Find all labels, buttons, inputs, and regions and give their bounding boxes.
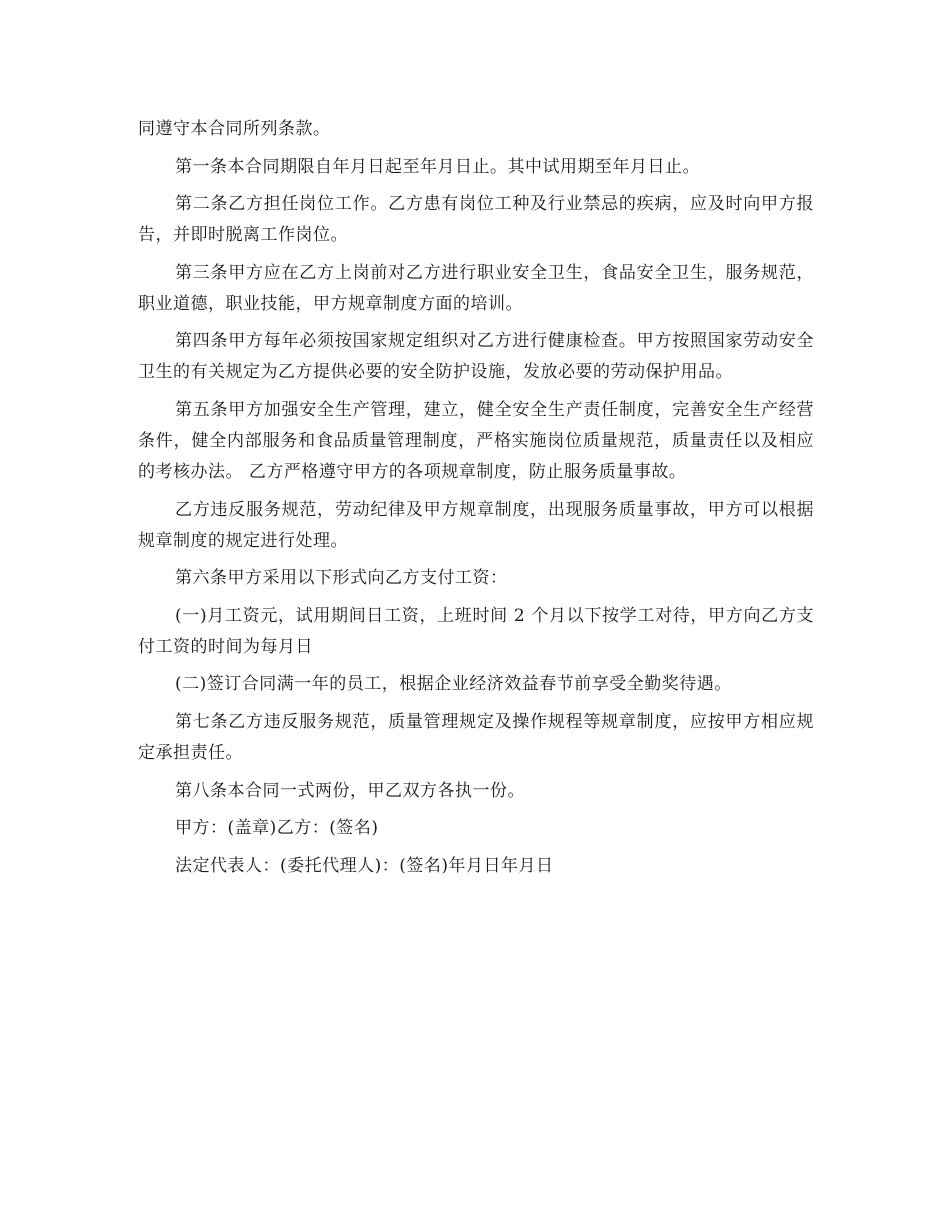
- document-body: [138, 114, 814, 888]
- article-6-wages: 第六条甲方采用以下形式向乙方支付工资：: [175, 568, 508, 589]
- article-5-safety-management: 第五条甲方加强安全生产管理，建立，健全安全生产责任制度，完善安全生产经营条件，健全内部服务和食品质量管理制度，严格实施岗位质量规范，质量责任以及相应的考核办法。 乙方严格遵守甲方的各项规章制度，防止服务质量事故。: [138, 399, 814, 482]
- wage-item-2: (二)签订合同满一年的员工，根据企业经济效益春节前享受全勤奖待遇。: [175, 674, 732, 695]
- article-7-liability: 第七条乙方违反服务规范，质量管理规定及操作规程等规章制度，应按甲方相应规定承担责任。: [138, 711, 814, 763]
- article-1-term: 第一条本合同期限自年月日起至年月日止。其中试用期至年月日止。: [175, 156, 700, 177]
- article-3-training: 第三条甲方应在乙方上岗前对乙方进行职业安全卫生，食品安全卫生，服务规范，职业道德，职业技能，甲方规章制度方面的培训。: [138, 262, 814, 314]
- article-2-position: 第二条乙方担任岗位工作。乙方患有岗位工种及行业禁忌的疾病，应及时向甲方报告，并即时脱离工作岗位。: [138, 194, 814, 246]
- signature-representative: 法定代表人：(委托代理人)：(签名)年月日年月日: [175, 855, 554, 876]
- article-4-health-check: 第四条甲方每年必须按国家规定组织对乙方进行健康检查。甲方按照国家劳动安全卫生的有关规定为乙方提供必要的安全防护设施，发放必要的劳动保护用品。: [138, 331, 814, 383]
- paragraph-continuation: 同遵守本合同所列条款。: [138, 119, 331, 139]
- signature-parties: 甲方：(盖章)乙方：(签名): [175, 818, 379, 839]
- wage-item-1: (一)月工资元，试用期间日工资，上班时间 2 个月以下按学工对待，甲方向乙方支付工资的时间为每月日: [138, 605, 814, 657]
- article-8-copies: 第八条本合同一式两份，甲乙双方各执一份。: [175, 780, 525, 801]
- violation-handling: 乙方违反服务规范，劳动纪律及甲方规章制度，出现服务质量事故，甲方可以根据规章制度的规定进行处理。: [138, 499, 814, 551]
